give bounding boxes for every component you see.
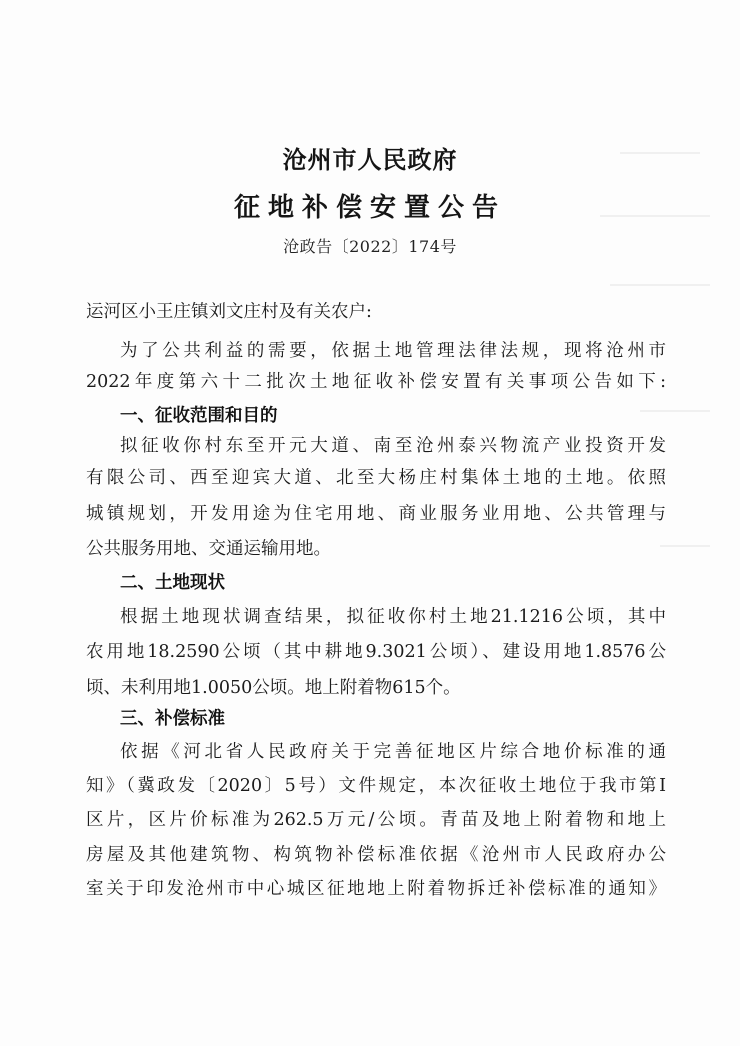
body-line: 城镇规划，开发用途为住宅用地、商业服务业用地、公共管理与 [86, 504, 666, 524]
bleed-through-mark [660, 545, 710, 547]
body-line: 知》（冀政发〔2020〕5号）文件规定，本次征收土地位于我市第Ⅰ [86, 776, 666, 796]
body-line: 2022年度第六十二批次土地征收补偿安置有关事项公告如下: [86, 372, 666, 392]
body-line: 为了公共利益的需要，依据土地管理法律法规，现将沧州市 [120, 341, 666, 361]
section-heading: 二、土地现状 [120, 573, 225, 593]
body-line: 有限公司、西至迎宾大道、北至大杨庄村集体土地的土地。依照 [86, 468, 666, 488]
section-heading: 一、征收范围和目的 [120, 406, 278, 426]
body-line: 房屋及其他建筑物、构筑物补偿标准依据《沧州市人民政府办公 [86, 845, 666, 865]
body-line: 区片，区片价标准为262.5万元/公顷。青苗及地上附着物和地上 [86, 810, 666, 830]
document-number: 沧政告〔2022〕174号 [283, 237, 457, 256]
body-line: 室关于印发沧州市中心城区征地地上附着物拆迁补偿标准的通知》 [86, 879, 666, 899]
document-title: 沧州市人民政府 [282, 145, 458, 174]
body-line: 公共服务用地、交通运输用地。 [86, 539, 331, 559]
addressee: 运河区小王庄镇刘文庄村及有关农户: [86, 302, 372, 322]
body-line: 依据《河北省人民政府关于完善征地区片综合地价标准的通 [120, 742, 666, 762]
body-line: 农用地18.2590公顷（其中耕地9.3021公顷）、建设用地1.8576公 [86, 642, 666, 662]
body-line: 拟征收你村东至开元大道、南至沧州泰兴物流产业投资开发 [120, 436, 666, 456]
section-heading: 三、补偿标准 [120, 709, 225, 729]
body-line: 顷、未利用地1.0050公顷。地上附着物615个。 [86, 678, 461, 698]
document-subtitle: 征地补偿安置公告 [233, 193, 506, 223]
body-line: 根据土地现状调查结果，拟征收你村土地21.1216公顷，其中 [120, 607, 666, 627]
bleed-through-mark [610, 284, 710, 286]
